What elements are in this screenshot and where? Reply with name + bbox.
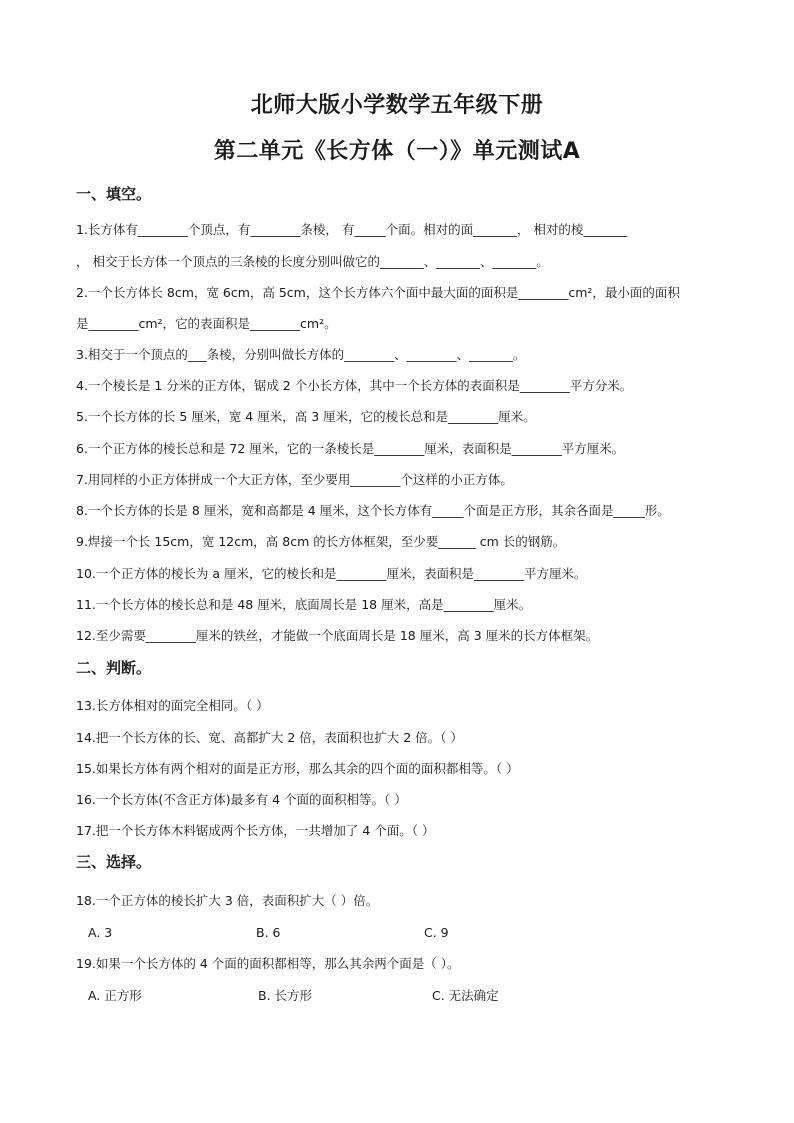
- question-19-option-a: A. 正方形: [88, 988, 142, 1003]
- question-18-option-b: B. 6: [256, 925, 281, 940]
- section-heading-fill-blank: 一、填空。: [76, 185, 152, 203]
- section-heading-multiple-choice: 三、选择。: [76, 853, 152, 871]
- question-8: 8.一个长方体的长是 8 厘米，宽和高都是 4 厘米，这个长方体有_____个面是正方形，其余各面是_____形。: [76, 503, 670, 518]
- question-18-option-a: A. 3: [88, 925, 113, 940]
- question-2-line-1: 2.一个长方体长 8cm，宽 6cm，高 5cm，这个长方体六个面中最大面的面积是________cm²，最小面的面积: [76, 285, 680, 300]
- question-19-option-c: C. 无法确定: [432, 988, 499, 1003]
- question-12: 12.至少需要________厘米的铁丝，才能做一个底面周长是 18 厘米，高 3 厘米的长方体框架。: [76, 628, 599, 643]
- question-17: 17.把一个长方体木料锯成两个长方体，一共增加了 4 个面。（ ）: [76, 823, 435, 838]
- question-1-line-2: ， 相交于长方体一个顶点的三条棱的长度分别叫做它的_______、_______、_______。: [76, 254, 549, 269]
- question-14: 14.把一个长方体的长、宽、高都扩大 2 倍，表面积也扩大 2 倍。（ ）: [76, 730, 463, 745]
- question-1-line-1: 1.长方体有________个顶点，有________条棱， 有_____个面。相对的面_______， 相对的棱_______: [76, 222, 628, 237]
- question-11: 11.一个长方体的棱长总和是 48 厘米，底面周长是 18 厘米，高是________厘米。: [76, 597, 532, 612]
- question-16: 16.一个长方体(不含正方体)最多有 4 个面的面积相等。（ ）: [76, 792, 407, 807]
- question-6: 6.一个正方体的棱长总和是 72 厘米，它的一条棱长是________厘米，表面积是________平方厘米。: [76, 441, 625, 456]
- question-9: 9.焊接一个长 15cm，宽 12cm，高 8cm 的长方体框架，至少要______ cm 长的钢筋。: [76, 534, 566, 549]
- question-2-line-2: 是________cm²，它的表面积是________cm²。: [76, 316, 337, 331]
- question-3: 3.相交于一个顶点的___条棱，分别叫做长方体的________、________、_______。: [76, 347, 526, 362]
- question-5: 5.一个长方体的长 5 厘米，宽 4 厘米，高 3 厘米，它的棱长总和是________厘米。: [76, 409, 536, 424]
- question-15: 15.如果长方体有两个相对的面是正方形，那么其余的四个面的面积都相等。（ ）: [76, 761, 519, 776]
- document-subtitle: 第二单元《长方体（一）》单元测试A: [213, 139, 581, 164]
- section-heading-true-false: 二、判断。: [76, 659, 152, 677]
- document-title: 北师大版小学数学五年级下册: [250, 93, 544, 118]
- question-18: 18.一个正方体的棱长扩大 3 倍，表面积扩大（ ）倍。: [76, 893, 379, 908]
- question-10: 10.一个正方体的棱长为 a 厘米，它的棱长和是________厘米，表面积是________平方厘米。: [76, 566, 587, 581]
- question-13: 13.长方体相对的面完全相同。（ ）: [76, 698, 269, 713]
- question-18-option-c: C. 9: [424, 925, 449, 940]
- question-7: 7.用同样的小正方体拼成一个大正方体，至少要用________个这样的小正方体。: [76, 472, 513, 487]
- question-4: 4.一个棱长是 1 分米的正方体，锯成 2 个小长方体，其中一个长方体的表面积是________平方分米。: [76, 378, 633, 393]
- question-19: 19.如果一个长方体的 4 个面的面积都相等，那么其余两个面是（ ）。: [76, 956, 460, 971]
- question-19-option-b: B. 长方形: [258, 988, 313, 1003]
